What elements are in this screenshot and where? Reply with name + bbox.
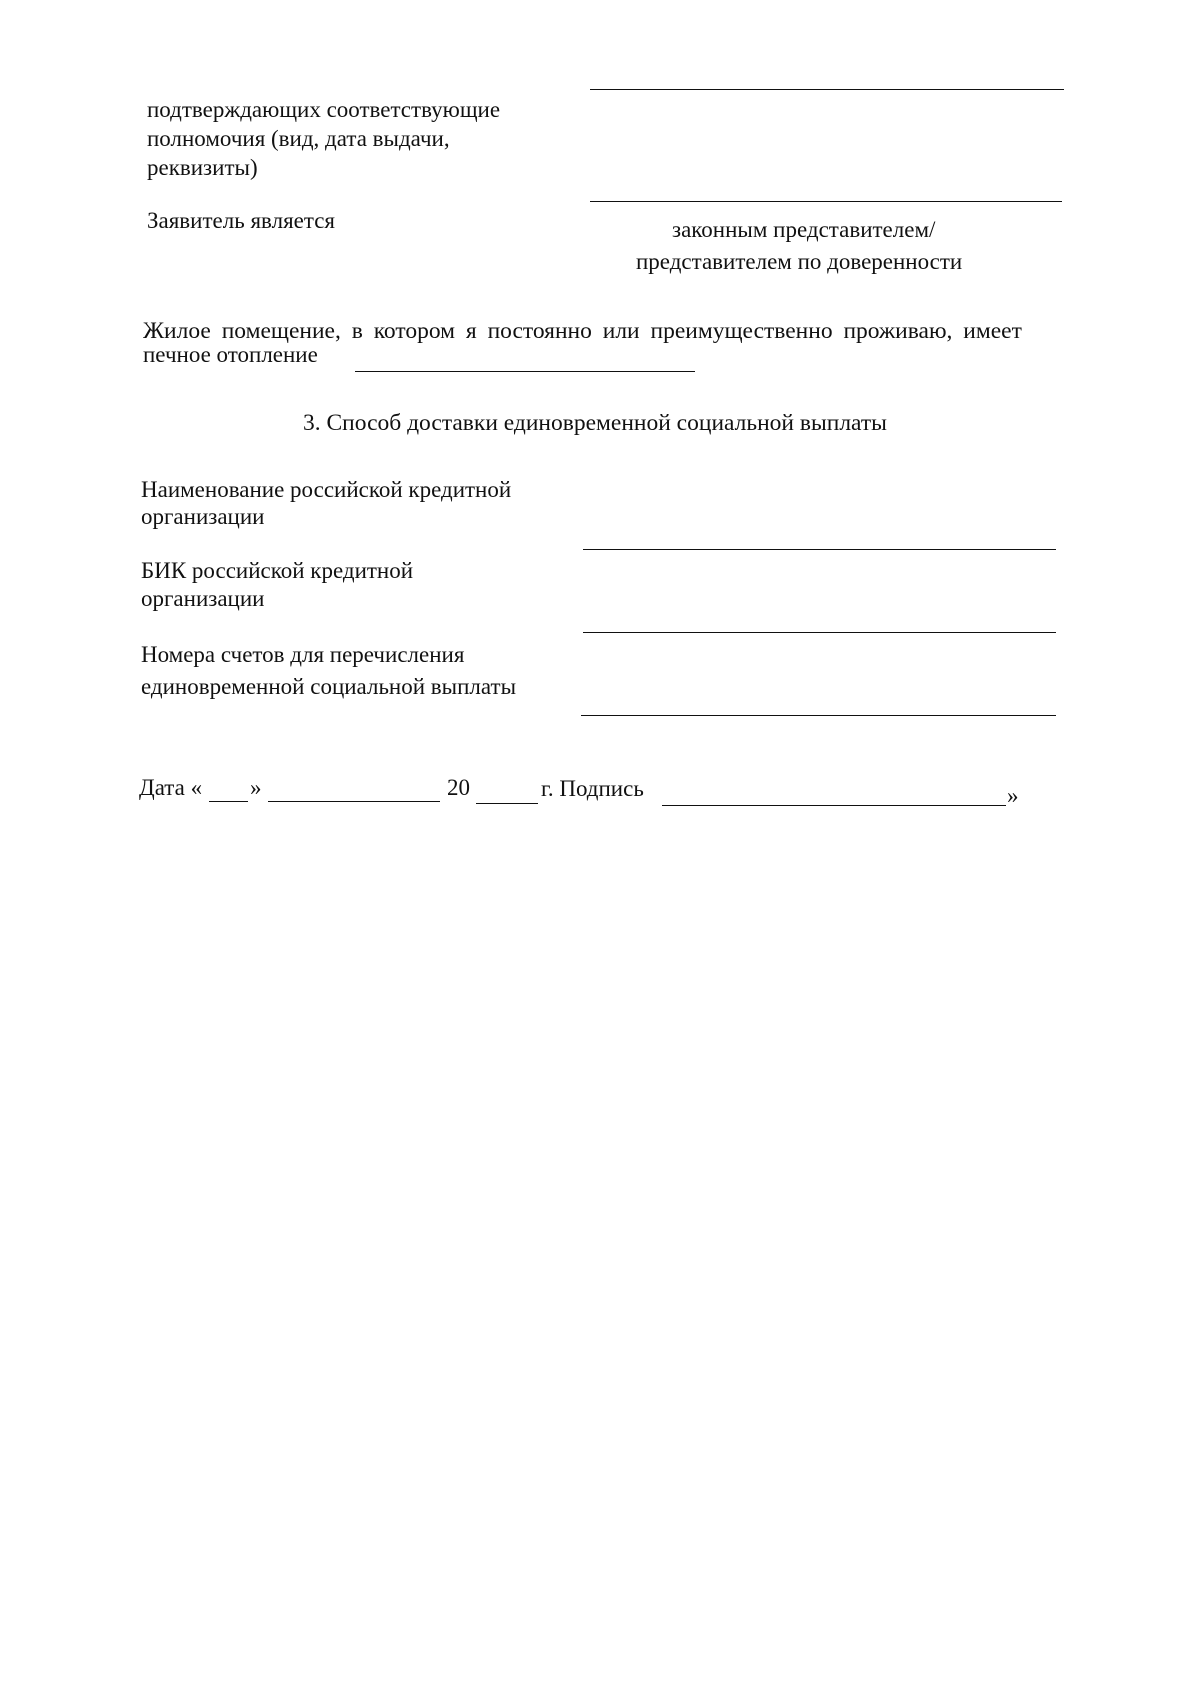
bik-label-line-1: БИК российской кредитной [141, 558, 414, 583]
signature-field-line [662, 805, 1006, 806]
authority-docs-label-line-2: полномочия (вид, дата выдачи, [147, 126, 450, 151]
month-field-line [268, 801, 440, 802]
date-label: Дата « [139, 775, 203, 800]
bank-name-label-line-1: Наименование российской кредитной [141, 477, 512, 502]
authority-docs-label-line-1: подтверждающих соответствующие [147, 97, 501, 122]
year-suffix-signature-label: г. Подпись [541, 776, 644, 801]
heating-statement-line-1: Жилое помещение, в котором я постоянно или преимущественно проживаю, имеет [143, 318, 1022, 344]
applicant-value-line-1: законным представителем/ [672, 217, 936, 242]
authority-docs-field-line [590, 201, 1062, 202]
accounts-field-line [581, 715, 1056, 716]
accounts-label-line-1: Номера счетов для перечисления [141, 642, 465, 667]
bik-field-line [583, 632, 1056, 633]
accounts-label-line-2: единовременной социальной выплаты [141, 674, 517, 699]
authority-docs-label-line-3: реквизиты) [147, 155, 258, 180]
date-close-quote: » [250, 775, 262, 800]
authority-docs-top-line [590, 89, 1064, 90]
bank-name-label-line-2: организации [141, 504, 265, 529]
year-prefix: 20 [447, 775, 470, 800]
day-field-line [209, 801, 248, 802]
closing-quote: » [1007, 783, 1019, 808]
section-3-title: 3. Способ доставки единовременной социальной выплаты [303, 410, 887, 436]
bik-label-line-2: организации [141, 586, 265, 611]
bank-name-field-line [583, 549, 1056, 550]
heating-statement-line-2: печное отопление [143, 342, 318, 367]
year-field-line [476, 803, 538, 804]
heating-field-line [355, 371, 695, 372]
applicant-label: Заявитель является [147, 208, 335, 233]
applicant-value-line-2: представителем по доверенности [636, 249, 963, 274]
